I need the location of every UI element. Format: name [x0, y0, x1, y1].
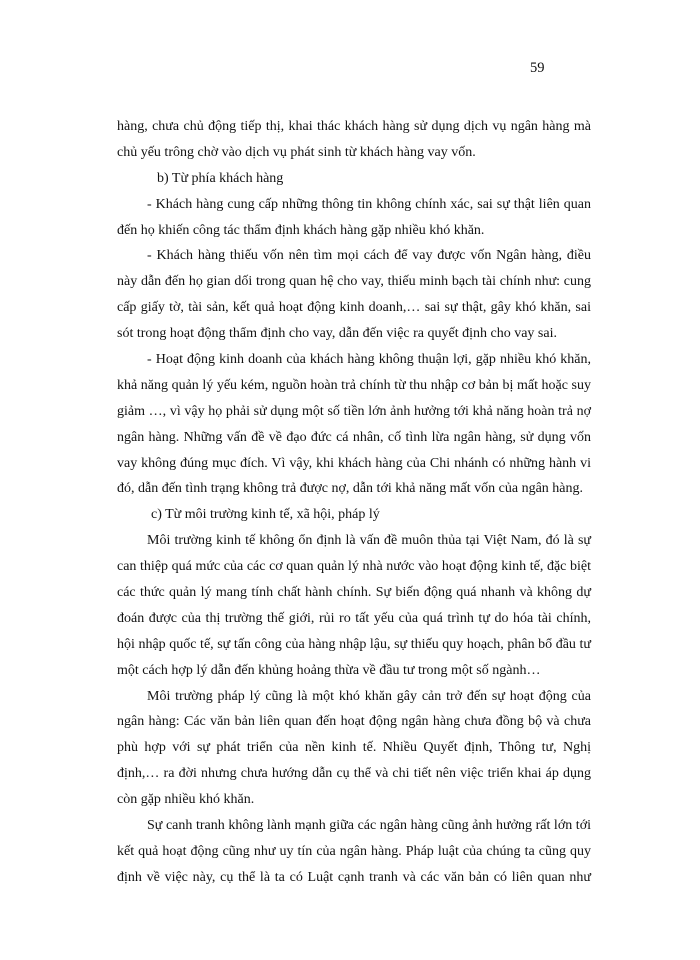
- text-line: chủ yếu trông chờ vào dịch vụ phát sinh từ khách hàng vay vốn.: [117, 144, 476, 160]
- text-line: các thức quản lý mang tính chất hành chính. Sự biến động quá nhanh và không dự: [117, 585, 591, 601]
- text-line: ngân hàng. Những vấn đề về đạo đức cá nhân, cố tình lừa ngân hàng, sử dụng vốn: [117, 429, 591, 445]
- text-line: giảm …, vì vậy họ phải sử dụng một số tiền lớn ảnh hưởng tới khả năng hoàn trả nợ: [117, 403, 591, 419]
- text-line: Sự canh tranh không lành mạnh giữa các ngân hàng cũng ảnh hưởng rất lớn tới: [147, 818, 591, 834]
- text-line: vay không đúng mục đích. Vì vậy, khi khách hàng của Chi nhánh có những hành vi: [117, 455, 591, 471]
- text-line: kết quả hoạt động cũng như uy tín của ngân hàng. Pháp luật của chúng ta cũng quy: [117, 843, 591, 859]
- text-line: còn gặp nhiều khó khăn.: [117, 792, 255, 808]
- text-line: cấp giấy tờ, tài sản, kết quả hoạt động kinh doanh,… sai sự thật, gây khó khăn, sai: [117, 300, 591, 316]
- text-line: đến họ khiến công tác thẩm định khách hàng gặp nhiều khó khăn.: [117, 222, 485, 238]
- text-line: đoán được của thị trường thế giới, rủi ro tất yếu của quá trình tự do hóa tài chính,: [117, 610, 591, 626]
- text-line: sót trong hoạt động thẩm định cho vay, dẫn đến việc ra quyết định cho vay sai.: [117, 326, 557, 342]
- text-line: c) Từ môi trường kinh tế, xã hội, pháp lý: [151, 507, 380, 523]
- text-line: can thiệp quá mức của các cơ quan quản lý nhà nước vào hoạt động kinh tế, đặc biệt: [117, 559, 591, 575]
- text-line: - Hoạt động kinh doanh của khách hàng không thuận lợi, gặp nhiều khó khăn,: [147, 352, 591, 368]
- text-line: định về việc này, cụ thể là ta có Luật cạnh tranh và các văn bản có liên quan như: [117, 869, 591, 885]
- text-line: ngân hàng: Các văn bản liên quan đến hoạt động ngân hàng chưa đồng bộ và chưa: [117, 714, 591, 730]
- text-line: - Khách hàng cung cấp những thông tin không chính xác, sai sự thật liên quan: [147, 196, 591, 212]
- text-line: một cách hợp lý dẫn đến khủng hoảng thừa về đầu tư trong một số ngành…: [117, 662, 541, 678]
- text-line: đó, dẫn đến tình trạng không trả được nợ, dẫn tới khả năng mất vốn của ngân hàng.: [117, 481, 584, 497]
- text-line: - Khách hàng thiếu vốn nên tìm mọi cách để vay được vốn Ngân hàng, điều: [147, 248, 591, 264]
- page-number: 59: [530, 60, 545, 76]
- text-line: Môi trường pháp lý cũng là một khó khăn gây cản trở đến sự hoạt động của: [147, 688, 591, 704]
- text-line: phù hợp với sự phát triển của nền kinh tế. Nhiều Quyết định, Thông tư, Nghị: [117, 740, 591, 756]
- text-line: khả năng quản lý yếu kém, nguồn hoàn trả chính từ thu nhập cơ bản bị mất hoặc suy: [117, 377, 591, 393]
- body-text: [117, 114, 591, 891]
- text-line: này dẫn đến họ gian dối trong quan hệ cho vay, thiếu minh bạch tài chính như: cung: [117, 274, 591, 290]
- text-line: hội nhập quốc tế, sự tấn công của hàng nhập lậu, sự thiếu quy hoạch, phân bổ đầu tư: [117, 636, 591, 652]
- text-line: định,… ra đời nhưng chưa hướng dẫn cụ thể và chi tiết nên việc triển khai áp dụng: [117, 766, 591, 782]
- text-line: Môi trường kinh tế không ổn định là vấn đề muôn thủa tại Việt Nam, đó là sự: [147, 533, 591, 549]
- text-line: hàng, chưa chủ động tiếp thị, khai thác khách hàng sử dụng dịch vụ ngân hàng mà: [117, 119, 591, 134]
- text-line: b) Từ phía khách hàng: [157, 170, 284, 186]
